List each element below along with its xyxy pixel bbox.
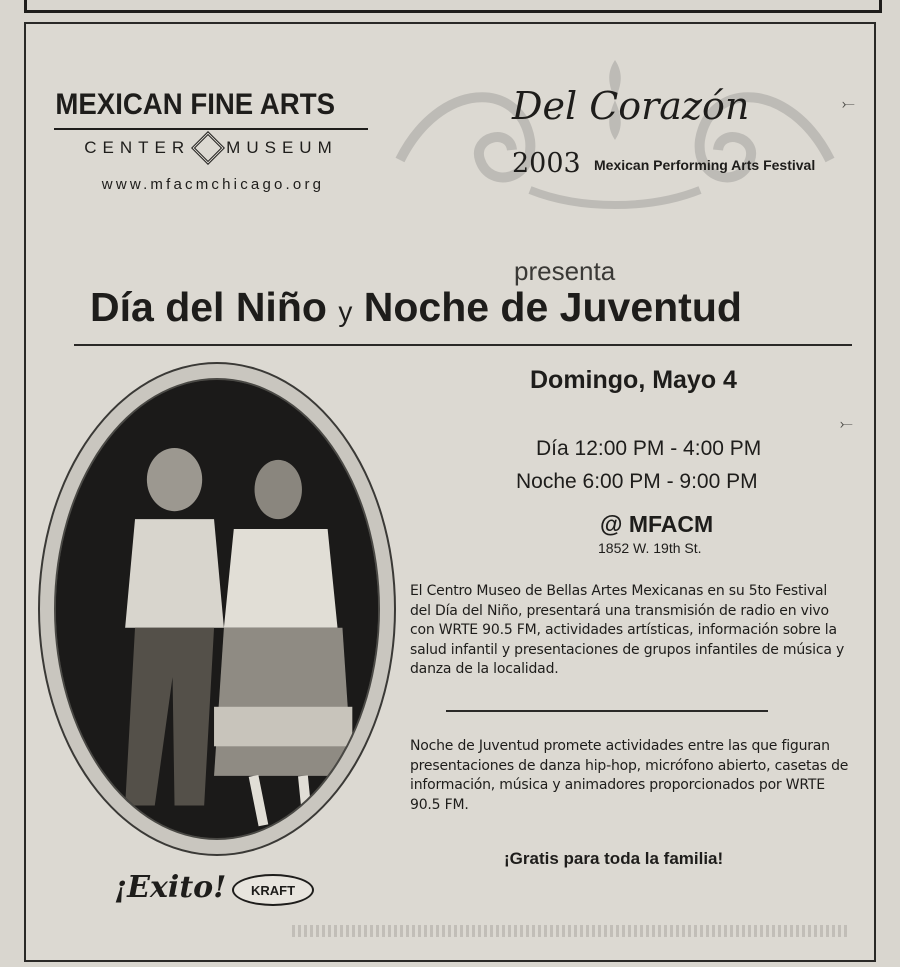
exito-logo: ¡Exito! <box>114 870 227 905</box>
night-time: Noche 6:00 PM - 9:00 PM <box>516 470 758 493</box>
museum-subtitle <box>54 134 368 162</box>
youth-night-description: Noche de Juventud promete actividades entre las que figuran presentaciones de danza hip-hop, micrófono abierto, casetas de información, música y animadores proporcionados por WRTE 90.5 FM. <box>410 738 849 813</box>
venue-name: @ MFACM <box>600 511 714 537</box>
diamond-icon <box>191 131 225 165</box>
headline-part1: Día del Niño <box>90 284 327 330</box>
section-divider <box>446 710 768 712</box>
headline-part2: Noche de Juventud <box>363 284 742 330</box>
festival-year: 2003 <box>512 148 581 179</box>
event-date: Domingo, Mayo 4 <box>530 366 737 394</box>
headline-rule <box>74 344 852 346</box>
kraft-logo: KRAFT <box>232 874 314 906</box>
ornamental-swirl <box>380 40 850 220</box>
venue-address: 1852 W. 19th St. <box>598 540 702 556</box>
festival-name: Mexican Performing Arts Festival <box>594 157 816 173</box>
headline-connector: y <box>338 296 353 327</box>
presenta-label: presenta <box>514 256 616 286</box>
dancers-illustration <box>56 380 378 838</box>
day-time: Día 12:00 PM - 4:00 PM <box>536 437 762 460</box>
hand-mark-icon: ⤚ <box>842 96 855 113</box>
top-border <box>24 0 882 13</box>
headline <box>90 284 850 331</box>
hand-mark-icon: ⤚ <box>840 416 853 433</box>
logo-rule <box>54 128 368 130</box>
logo-left-word: CENTER <box>84 138 191 157</box>
museum-logo <box>48 88 368 193</box>
museum-name: MEXICAN FINE ARTS <box>55 88 335 121</box>
free-admission-callout: ¡Gratis para toda la familia! <box>504 849 724 868</box>
festival-title: Del Corazón <box>512 84 750 128</box>
footer-texture <box>292 925 848 937</box>
museum-url: www.mfacmchicago.org <box>101 176 325 193</box>
logo-right-word: MUSEUM <box>226 138 338 157</box>
dancers-photo <box>38 362 396 856</box>
photo-image <box>54 378 380 840</box>
festival-description: El Centro Museo de Bellas Artes Mexicanas en su 5to Festival del Día del Niño, presentará una transmisión de radio en vivo con WRTE 90.5 FM, actividades artísticas, información sobre la salud infantil y presentaciones de grupos infantiles de música y danza de la localidad. <box>410 583 845 678</box>
